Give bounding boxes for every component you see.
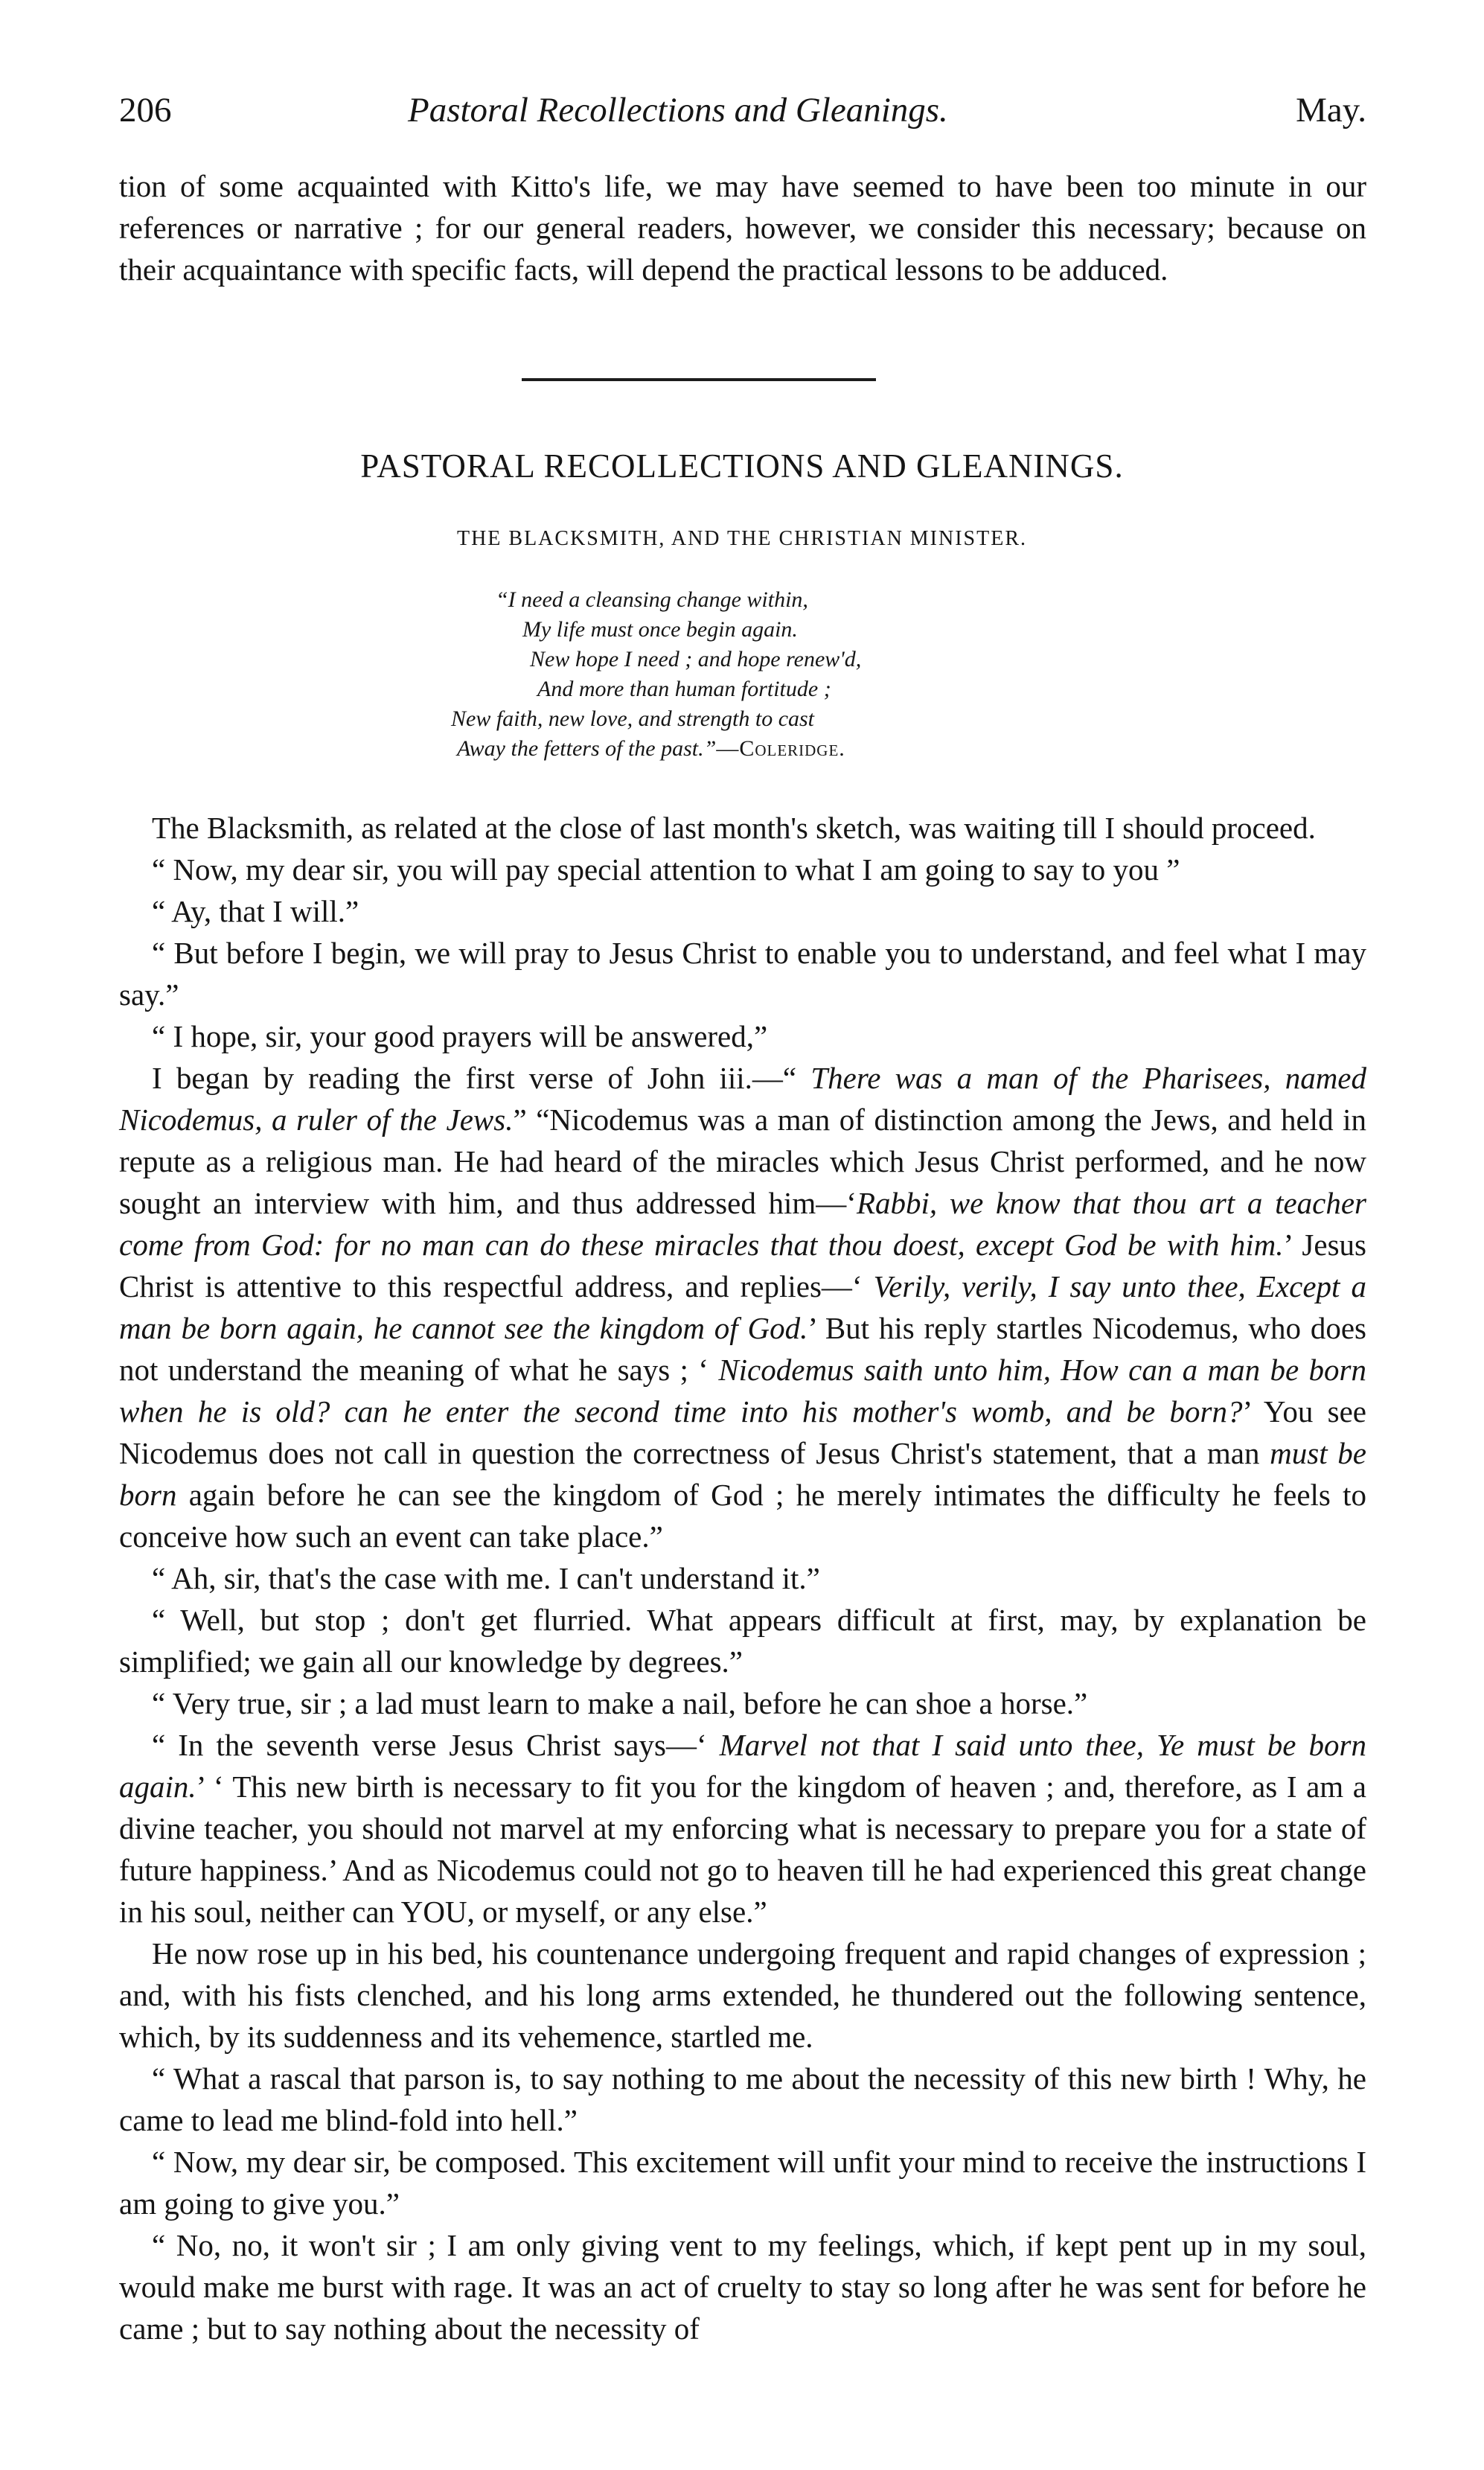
body-paragraph: “ No, no, it won't sir ; I am only giving vent to my feelings, which, if kept pent up in my soul, would make me burst with rage. It was an act of cruelty to stay so long after he was sent for before he came ; but to say nothing about the necessity of <box>119 2228 1366 2346</box>
section-divider <box>522 378 876 381</box>
body-paragraph: He now rose up in his bed, his countenance undergoing frequent and rapid changes of expression ; and, with his fists clenched, and his long arms extended, he thundered out the following sentence, which, by its suddenness and its vehemence, startled me. <box>119 1936 1366 2054</box>
body-paragraph: I began by reading the first verse of John iii.—“ There was a man of the Pharisees, named Nicodemus, a ruler of the Jews.” “Nicodemus was a man of distinction among the Jews, and held in repute as a religious man. He had heard of the miracles which Jesus Christ performed, and he now sought an interview with him, and thus addressed him—‘Rabbi, we know that thou art a teacher come from God: for no man can do these miracles that thou doest, except God be with him.’ Jesus Christ is attentive to this respectful address, and replies—‘ Verily, verily, I say unto thee, Except a man be born again, he cannot see the kingdom of God.’ But his reply startles Nicodemus, who does not understand the meaning of what he says ; ‘ Nicodemus saith unto him, How can a man be born when he is old? can he enter the second time into his mother's womb, and be born?’ You see Nicodemus does not call in question the correctness of Jesus Christ's statement, that a man must be born again before he can see the kingdom of God ; he merely intimates the difficulty he feels to conceive how such an event can take place.” <box>119 1061 1367 1554</box>
epigraph-attribution: —Coleridge. <box>716 736 845 761</box>
body-paragraph: “ Ah, sir, that's the case with me. I can't understand it.” <box>152 1561 820 1595</box>
article-body <box>119 807 1366 2349</box>
body-paragraph: “ In the seventh verse Jesus Christ says—‘ Marvel not that I said unto thee, Ye must be born again.’ ‘ This new birth is necessary to fit you for the kingdom of heaven ; and, therefore, as I am a divine teacher, you should not marvel at my enforcing what is necessary to prepare you for a state of future happiness.’ And as Nicodemus could not go to heaven till he had experienced this great change in his soul, neither can YOU, or myself, or any else.” <box>119 1728 1366 1929</box>
body-paragraph: “ Very true, sir ; a lad must learn to make a nail, before he can shoe a horse.” <box>152 1686 1088 1720</box>
body-paragraph: “ I hope, sir, your good prayers will be answered,” <box>152 1019 768 1053</box>
body-paragraph: “ Ay, that I will.” <box>152 894 359 928</box>
article-subtitle: THE BLACKSMITH, AND THE CHRISTIAN MINISTER. <box>456 527 1028 550</box>
intro-text <box>119 165 1366 290</box>
epigraph <box>451 585 861 764</box>
epigraph-line: New faith, new love, and strength to cast <box>451 706 815 731</box>
body-paragraph: “ What a rascal that parson is, to say nothing to me about the necessity of this new birth ! Why, he came to lead me blind-fold into hell.” <box>119 2061 1366 2137</box>
body-paragraph: “ Now, my dear sir, you will pay special attention to what I am going to say to you ” <box>152 852 1180 887</box>
epigraph-line: New hope I need ; and hope renew'd, <box>530 647 862 671</box>
intro-paragraph: tion of some acquainted with Kitto's life, we may have seemed to have been too minute in our references or narrative ; for our general readers, however, we consider this necessary; because on their acquaintance with specific facts, will depend the practical lessons to be adduced. <box>119 169 1366 287</box>
running-title: Pastoral Recollections and Gleanings. <box>408 91 948 130</box>
epigraph-line: “I need a cleansing change within, <box>496 587 808 612</box>
epigraph-line-last <box>451 734 861 764</box>
epigraph-line: And more than human fortitude ; <box>537 677 831 701</box>
body-paragraph: “ But before I begin, we will pray to Jesus Christ to enable you to understand, and feel what I may say.” <box>119 936 1366 1012</box>
page-header <box>119 88 1366 140</box>
body-paragraph: The Blacksmith, as related at the close of last month's sketch, was waiting till I should proceed. <box>152 811 1316 845</box>
body-paragraph: “ Now, my dear sir, be composed. This excitement will unfit your mind to receive the instructions I am going to give you.” <box>119 2145 1366 2221</box>
epigraph-line: Away the fetters of the past.” <box>457 736 717 761</box>
body-paragraph: “ Well, but stop ; don't get flurried. What appears difficult at first, may, by explanation be simplified; we gain all our knowledge by degrees.” <box>119 1603 1366 1679</box>
article-title: PASTORAL RECOLLECTIONS AND GLEANINGS. <box>360 447 1124 485</box>
page-number: 206 <box>119 91 172 130</box>
epigraph-line: My life must once begin again. <box>522 617 798 642</box>
header-month: May. <box>1296 91 1366 130</box>
